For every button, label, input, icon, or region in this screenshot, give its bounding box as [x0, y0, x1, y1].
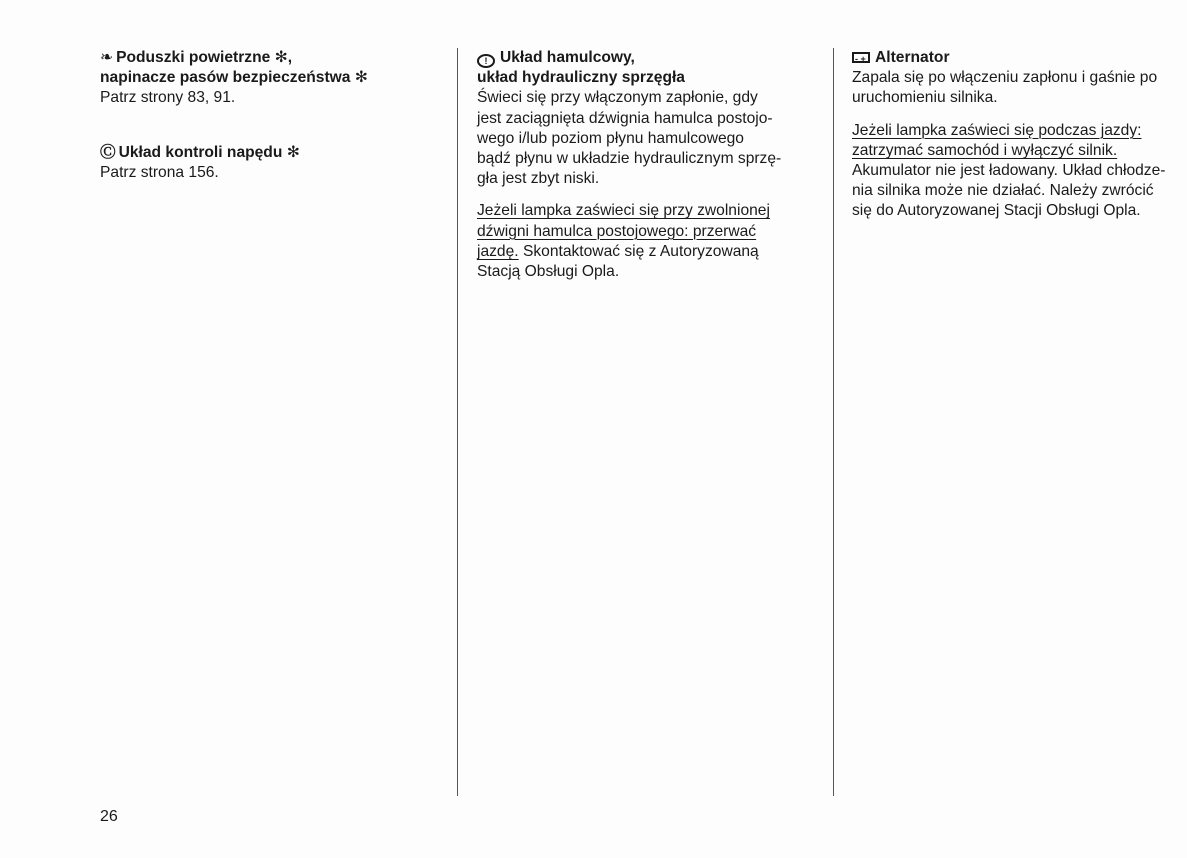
airbag-icon: ❧	[100, 49, 114, 66]
alternator-warning-text: się do Autoryzowanej Stacji Obsługi Opla.	[852, 202, 1141, 220]
traction-control-heading	[100, 143, 430, 163]
brake-system-heading	[477, 48, 822, 68]
optional-star-marker: ✻,	[274, 49, 293, 66]
alternator-warning-underlined: Jeżeli lampka zaświeci się podczas jazdy:	[852, 121, 1142, 139]
seatbelt-tensioner-heading	[100, 68, 430, 88]
column-divider	[457, 48, 458, 796]
brake-warning-line	[477, 242, 822, 262]
spacer	[100, 109, 430, 143]
clutch-hydraulic-heading: układ hydrauliczny sprzęgła	[477, 69, 685, 87]
traction-control-icon: Ⓒ	[100, 143, 116, 161]
battery-icon	[852, 52, 870, 63]
brake-warning-underlined: Jeżeli lampka zaświeci się przy zwolnionej	[477, 202, 770, 220]
alternator-text-line: Zapala się po włączeniu zapłonu i gaśnie po	[852, 69, 1158, 87]
airbag-heading	[100, 48, 430, 68]
brake-warning-icon: !	[477, 54, 495, 68]
column-middle	[477, 48, 822, 282]
brake-warning-underlined: dźwigni hamulca postojowego: przerwać	[477, 222, 757, 240]
brake-warning-underlined: jazdę.	[477, 242, 519, 260]
alternator-heading	[852, 48, 1187, 68]
brake-text-line: wego i/lub poziom płynu hamulcowego	[477, 129, 744, 147]
optional-star-marker: ✻	[354, 69, 368, 87]
brake-text-line: gła jest zbyt niski.	[477, 170, 600, 188]
brake-contact-text: Skontaktować się z Autoryzowaną	[518, 242, 759, 260]
column-left	[100, 48, 430, 183]
alternator-warning-text: nia silnika może nie działać. Należy zwrócić	[852, 182, 1154, 200]
traction-control-heading-text: Układ kontroli napędu	[118, 143, 283, 161]
alternator-warning-text: Akumulator nie jest ładowany. Układ chłodze-	[852, 162, 1166, 180]
airbag-heading-text: Poduszki powietrzne	[116, 49, 271, 66]
alternator-text-line: uruchomieniu silnika.	[852, 89, 998, 107]
column-right	[852, 48, 1187, 222]
column-divider	[833, 48, 834, 796]
alternator-heading-text: Alternator	[875, 49, 950, 66]
brake-text-line: bądź płynu w układzie hydraulicznym sprzę-	[477, 150, 782, 168]
airbag-reference-text: Patrz strony 83, 91.	[100, 89, 236, 107]
spacer	[852, 109, 1187, 121]
optional-star-marker: ✻	[286, 143, 300, 161]
brake-text-line: Świeci się przy włączonym zapłonie, gdy	[477, 89, 758, 107]
page-number: 26	[100, 808, 118, 825]
brake-text-line: jest zaciągnięta dźwignia hamulca postojo-	[477, 109, 773, 127]
traction-control-reference-text: Patrz strona 156.	[100, 163, 219, 181]
spacer	[477, 189, 822, 201]
seatbelt-tensioner-heading-text: napinacze pasów bezpieczeństwa	[100, 69, 351, 87]
alternator-warning-underlined: zatrzymać samochód i wyłączyć silnik.	[852, 141, 1118, 159]
brake-heading-line1: Układ hamulcowy,	[500, 49, 635, 66]
brake-contact-text: Stacją Obsługi Opla.	[477, 263, 620, 281]
